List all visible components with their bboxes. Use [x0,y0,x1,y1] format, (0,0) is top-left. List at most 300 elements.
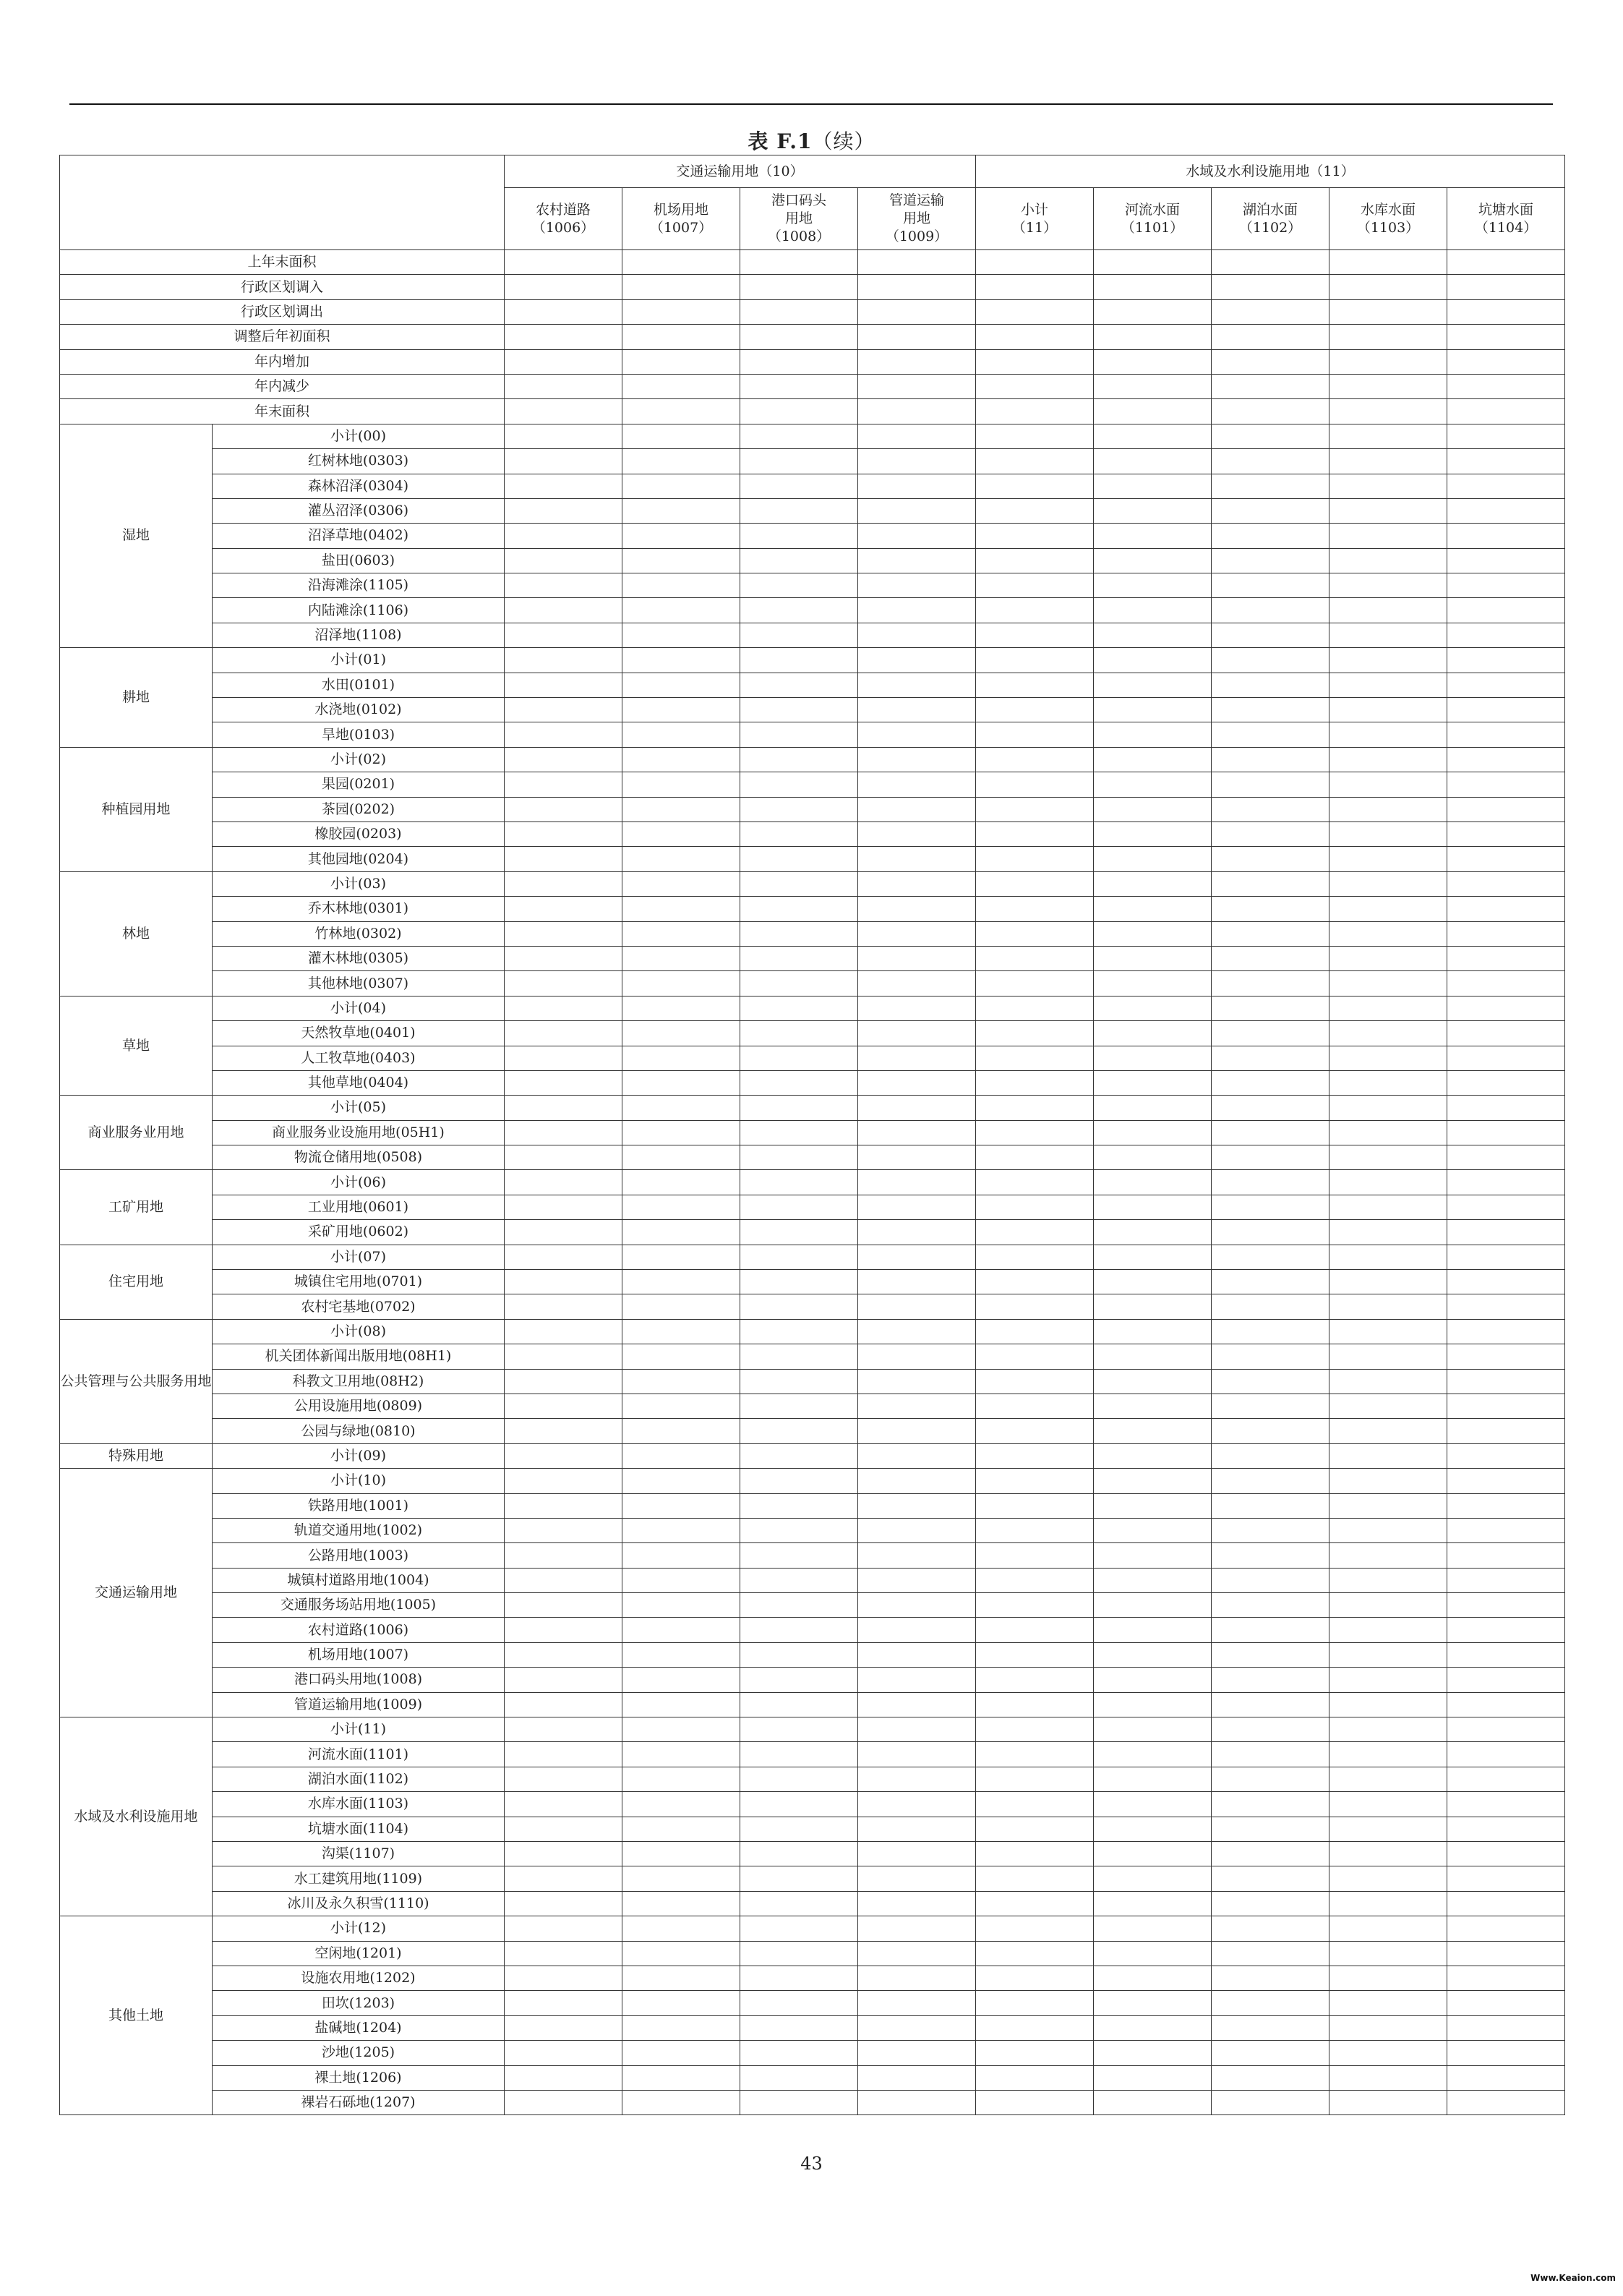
data-cell [976,598,1094,623]
data-cell [1094,1966,1212,1990]
data-cell [1329,847,1447,871]
data-cell [1094,1767,1212,1791]
data-cell [1329,747,1447,772]
data-cell [1329,325,1447,349]
data-cell [622,1319,740,1344]
data-cell [858,1070,976,1095]
item-label: 公路用地(1003) [213,1543,505,1568]
data-cell [740,1966,858,1990]
data-cell [858,449,976,474]
data-cell [976,1220,1094,1245]
data-cell [505,897,622,921]
category-item-row [60,673,1565,697]
summary-row [60,275,1565,299]
data-cell [622,673,740,697]
data-cell [1329,474,1447,498]
item-label: 公用设施用地(0809) [213,1394,505,1418]
data-cell [858,1419,976,1443]
data-cell [1212,1593,1329,1618]
data-cell [1212,1742,1329,1767]
data-cell [1447,722,1565,747]
data-cell [1329,1145,1447,1170]
data-cell [1094,1394,1212,1418]
data-cell [505,498,622,523]
data-cell [622,498,740,523]
data-cell [1094,1916,1212,1941]
data-cell [1212,1394,1329,1418]
data-cell [1329,648,1447,673]
data-cell [622,1270,740,1294]
item-label: 小计(02) [213,747,505,772]
data-cell [622,1469,740,1493]
page-number: 43 [800,2154,823,2174]
data-cell [1212,1568,1329,1592]
item-label: 茶园(0202) [213,797,505,821]
item-label: 森林沼泽(0304) [213,474,505,498]
data-cell [976,2015,1094,2040]
data-cell [505,1717,622,1742]
data-cell [740,1369,858,1394]
data-cell [622,2015,740,2040]
data-cell [1094,449,1212,474]
data-cell [976,325,1094,349]
data-cell [1094,424,1212,448]
data-cell [622,1344,740,1369]
data-cell [740,1195,858,1219]
data-cell [976,1817,1094,1841]
data-cell [1212,722,1329,747]
header-column-label: 小计 （11） [976,188,1094,250]
category-item-row [60,1817,1565,1841]
data-cell [1329,1070,1447,1095]
data-cell [858,946,976,970]
data-cell [1094,1070,1212,1095]
data-cell [1094,474,1212,498]
data-cell [740,1717,858,1742]
data-cell [858,573,976,598]
category-label: 林地 [60,871,213,996]
data-cell [505,598,622,623]
data-cell [1212,1916,1329,1941]
data-cell [740,325,858,349]
data-cell [505,1817,622,1841]
data-cell [505,1319,622,1344]
data-cell [976,2065,1094,2090]
data-cell [858,1021,976,1046]
data-cell [1447,1742,1565,1767]
data-cell [1447,598,1565,623]
data-cell [1447,275,1565,299]
data-cell [976,1518,1094,1542]
item-label: 小计(12) [213,1916,505,1941]
data-cell [858,524,976,548]
data-cell [622,1941,740,1966]
data-cell [976,573,1094,598]
data-cell [858,1443,976,1468]
data-cell [1212,1866,1329,1891]
data-cell [1212,349,1329,374]
data-cell [1094,1270,1212,1294]
data-cell [858,275,976,299]
data-cell [622,349,740,374]
data-cell [1212,1120,1329,1145]
item-label: 小计(04) [213,996,505,1020]
site-watermark: Www.Keaion.com [1530,2273,1616,2283]
data-cell [505,648,622,673]
category-item-row [60,1220,1565,1245]
category-item-row [60,897,1565,921]
data-cell [1212,1618,1329,1642]
data-cell [1212,1245,1329,1269]
category-item-row [60,1543,1565,1568]
data-cell [505,623,622,647]
data-cell [505,1270,622,1294]
data-cell [1212,1046,1329,1070]
item-label: 灌木林地(0305) [213,946,505,970]
data-cell [1329,772,1447,797]
data-cell [1447,474,1565,498]
data-cell [740,1668,858,1692]
data-cell [622,1369,740,1394]
data-cell [622,474,740,498]
data-cell [740,374,858,398]
item-label: 小计(03) [213,871,505,896]
item-label: 橡胶园(0203) [213,821,505,846]
data-cell [1212,1767,1329,1791]
data-cell [858,2090,976,2114]
data-cell [505,1046,622,1070]
data-cell [976,1195,1094,1219]
data-cell [505,1792,622,1817]
category-item-row [60,1568,1565,1592]
data-cell [505,250,622,275]
category-item-row [60,1618,1565,1642]
category-item-row [60,1245,1565,1269]
category-label: 耕地 [60,648,213,748]
data-cell [505,946,622,970]
item-label: 轨道交通用地(1002) [213,1518,505,1542]
data-cell [1329,698,1447,722]
data-cell [1212,374,1329,398]
category-item-row [60,1692,1565,1717]
data-cell [858,1642,976,1667]
item-label: 小计(09) [213,1443,505,1468]
data-cell [1094,1170,1212,1195]
data-cell [740,1618,858,1642]
data-cell [1447,2065,1565,2090]
data-cell [505,1294,622,1319]
header-column-label: 湖泊水面 （1102） [1212,188,1329,250]
data-cell [622,1593,740,1618]
item-label: 水库水面(1103) [213,1792,505,1817]
data-cell [1329,449,1447,474]
category-item-row [60,1593,1565,1618]
data-cell [1094,1493,1212,1518]
item-label: 科教文卫用地(08H2) [213,1369,505,1394]
data-cell [740,1245,858,1269]
item-label: 管道运输用地(1009) [213,1692,505,1717]
data-cell [976,747,1094,772]
data-cell [1212,971,1329,996]
data-cell [505,2090,622,2114]
category-item-row [60,722,1565,747]
data-cell [740,598,858,623]
item-label: 河流水面(1101) [213,1742,505,1767]
data-cell [1212,1991,1329,2015]
data-cell [1447,2015,1565,2040]
data-cell [1329,1493,1447,1518]
data-cell [1329,1096,1447,1120]
data-cell [740,1120,858,1145]
data-cell [740,921,858,946]
data-cell [976,474,1094,498]
data-cell [1447,1792,1565,1817]
data-cell [976,1717,1094,1742]
category-item-row [60,2041,1565,2065]
data-cell [505,1991,622,2015]
data-cell [740,847,858,871]
data-cell [740,1891,858,1916]
data-cell [740,2065,858,2090]
data-cell [1212,897,1329,921]
data-cell [1447,299,1565,324]
data-cell [505,1096,622,1120]
item-label: 小计(01) [213,648,505,673]
data-cell [1094,1717,1212,1742]
data-cell [1094,399,1212,424]
data-cell [740,946,858,970]
data-cell [1212,1842,1329,1866]
data-cell [1094,1245,1212,1269]
item-label: 小计(05) [213,1096,505,1120]
data-cell [858,1692,976,1717]
item-label: 机关团体新闻出版用地(08H1) [213,1344,505,1369]
data-cell [1447,1319,1565,1344]
data-cell [1094,971,1212,996]
data-cell [858,1966,976,1990]
data-cell [1329,1817,1447,1841]
data-cell [1212,1145,1329,1170]
data-cell [1094,374,1212,398]
data-cell [740,1518,858,1542]
data-cell [505,871,622,896]
data-cell [1094,1443,1212,1468]
data-cell [1329,1742,1447,1767]
data-cell [1094,821,1212,846]
data-cell [976,1046,1094,1070]
data-cell [976,1767,1094,1791]
category-item-row [60,1668,1565,1692]
data-cell [1329,1692,1447,1717]
data-cell [505,1941,622,1966]
data-cell [1212,946,1329,970]
data-cell [858,897,976,921]
item-label: 农村道路(1006) [213,1618,505,1642]
data-cell [1094,1021,1212,1046]
table-caption [0,126,1623,155]
data-cell [1212,1344,1329,1369]
data-cell [1212,1642,1329,1667]
data-cell [1447,1120,1565,1145]
data-cell [740,772,858,797]
data-cell [505,921,622,946]
item-label: 小计(00) [213,424,505,448]
data-cell [1212,250,1329,275]
data-cell [1447,1842,1565,1866]
data-cell [1447,1469,1565,1493]
data-cell [976,1543,1094,1568]
data-cell [1447,1717,1565,1742]
category-item-row [60,996,1565,1020]
header-column-label: 农村道路 （1006） [505,188,622,250]
data-cell [1447,921,1565,946]
category-item-row [60,1120,1565,1145]
data-cell [976,1792,1094,1817]
category-item-row [60,698,1565,722]
data-cell [1094,797,1212,821]
category-item-row [60,1046,1565,1070]
item-label: 商业服务业设施用地(05H1) [213,1120,505,1145]
category-item-row [60,1021,1565,1046]
data-cell [1447,1966,1565,1990]
data-cell [1212,2041,1329,2065]
category-item-row [60,1070,1565,1095]
data-cell [740,821,858,846]
data-cell [1212,1966,1329,1990]
data-cell [976,498,1094,523]
data-cell [858,821,976,846]
data-cell [1212,673,1329,697]
data-cell [858,325,976,349]
data-cell [1094,1991,1212,2015]
data-cell [740,1344,858,1369]
data-cell [976,374,1094,398]
data-cell [1094,1120,1212,1145]
data-cell [1094,1792,1212,1817]
data-cell [505,1145,622,1170]
data-cell [1447,399,1565,424]
data-cell [976,548,1094,573]
data-cell [1329,2065,1447,2090]
data-cell [1447,1817,1565,1841]
data-cell [622,1394,740,1418]
land-use-table [59,155,1565,2115]
data-cell [858,971,976,996]
summary-row-label: 行政区划调出 [60,299,505,324]
data-cell [622,1443,740,1468]
data-cell [858,1096,976,1120]
data-cell [1329,598,1447,623]
item-label: 水田(0101) [213,673,505,697]
data-cell [1212,2015,1329,2040]
data-cell [740,673,858,697]
data-cell [505,1692,622,1717]
data-cell [1329,1369,1447,1394]
data-cell [1212,1419,1329,1443]
data-cell [1447,648,1565,673]
data-cell [976,673,1094,697]
data-cell [505,1642,622,1667]
data-cell [1329,2041,1447,2065]
data-cell [505,1742,622,1767]
data-cell [976,1120,1094,1145]
data-cell [622,821,740,846]
data-cell [740,424,858,448]
header-group-label: 水域及水利设施用地（11） [976,155,1565,188]
category-item-row [60,1443,1565,1468]
data-cell [1212,821,1329,846]
data-cell [858,1991,976,2015]
data-cell [622,1518,740,1542]
data-cell [858,1593,976,1618]
data-cell [622,399,740,424]
data-cell [1447,1021,1565,1046]
data-cell [1212,1369,1329,1394]
data-cell [1094,747,1212,772]
data-cell [1212,1270,1329,1294]
data-cell [622,1195,740,1219]
data-cell [622,1717,740,1742]
data-cell [505,2065,622,2090]
data-cell [1094,2015,1212,2040]
header-column-label: 机场用地 （1007） [622,188,740,250]
header-column-label: 港口码头 用地 （1008） [740,188,858,250]
data-cell [740,449,858,474]
data-cell [1329,871,1447,896]
item-label: 乔木林地(0301) [213,897,505,921]
category-item-row [60,1145,1565,1170]
data-cell [858,1568,976,1592]
data-cell [505,325,622,349]
data-cell [505,1394,622,1418]
data-cell [622,1245,740,1269]
data-cell [858,698,976,722]
data-cell [505,1443,622,1468]
data-cell [976,996,1094,1020]
data-cell [858,747,976,772]
item-label: 内陆滩涂(1106) [213,598,505,623]
data-cell [505,797,622,821]
data-cell [622,971,740,996]
item-label: 城镇村道路用地(1004) [213,1568,505,1592]
data-cell [1212,1941,1329,1966]
data-cell [1447,1692,1565,1717]
data-cell [976,1394,1094,1418]
data-cell [976,946,1094,970]
item-label: 盐田(0603) [213,548,505,573]
data-cell [1329,548,1447,573]
data-cell [1094,1668,1212,1692]
data-cell [1447,2090,1565,2114]
data-cell [622,1866,740,1891]
data-cell [622,996,740,1020]
data-cell [858,871,976,896]
category-label: 工矿用地 [60,1170,213,1245]
data-cell [858,772,976,797]
data-cell [1329,946,1447,970]
data-cell [858,1344,976,1369]
data-cell [740,1642,858,1667]
data-cell [622,1493,740,1518]
category-item-row [60,871,1565,896]
data-cell [1212,1096,1329,1120]
data-cell [858,996,976,1020]
data-cell [1094,1344,1212,1369]
data-cell [505,1668,622,1692]
category-item-row [60,548,1565,573]
data-cell [858,1170,976,1195]
data-cell [1447,946,1565,970]
